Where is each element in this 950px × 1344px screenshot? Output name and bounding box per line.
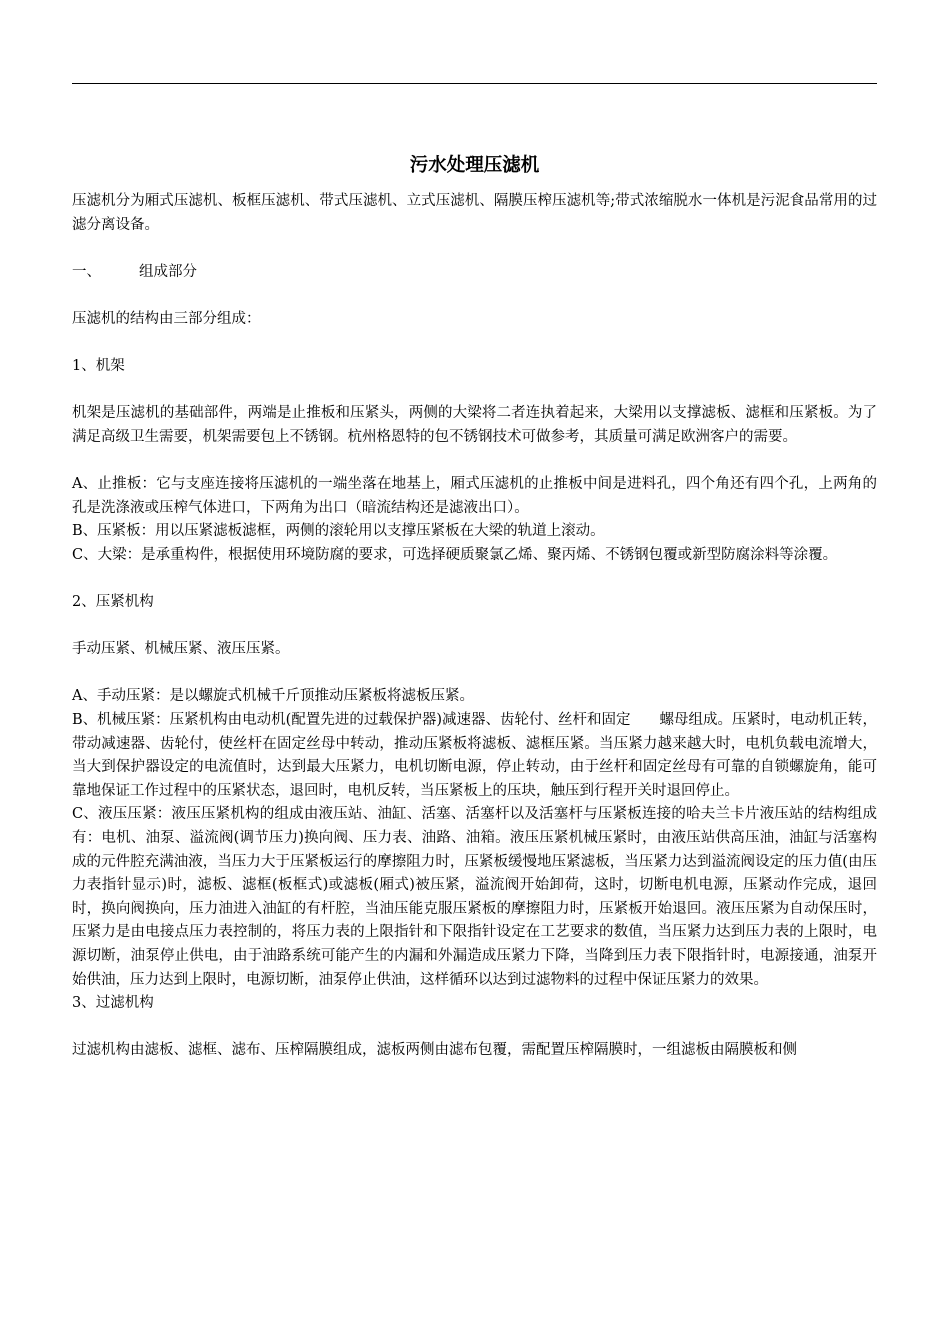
blank-line [72, 284, 877, 308]
document-body [72, 152, 877, 1063]
blank-line [72, 568, 877, 592]
part3-heading: 3、过滤机构 [72, 995, 154, 1012]
part2-heading: 2、压紧机构 [72, 594, 154, 611]
blank-line [72, 332, 877, 356]
part1-item-b: B、压紧板：用以压紧滤板滤框，两侧的滚轮用以支撑压紧板在大梁的轨道上滚动。 [72, 523, 605, 540]
blank-line [72, 615, 877, 639]
part2-item-c: C、液压压紧：液压压紧机构的组成由液压站、油缸、活塞、活塞杆以及活塞杆与压紧板连接的哈夫兰卡片液压站的结构组成有：电机、油泵、溢流阀(调节压力)换向阀、压力表、油路、油箱。液压压紧机械压紧时，由液压站供高压油，油缸与活塞构成的元件腔充满油液，当压力大于压紧板运行的摩擦阻力时，压紧板缓慢地压紧滤板，当压紧力达到溢流阀设定的压力值(由压力表指针显示)时，滤板、滤框(板框式)或滤板(厢式)被压紧，溢流阀开始卸荷，这时，切断电机电源，压紧动作完成，退回时，换向阀换向，压力油进入油缸的有杆腔，当油压能克服压紧板的摩擦阻力时，压紧板开始退回。液压压紧为自动保压时，压紧力是由电接点压力表控制的，将压力表的上限指针和下限指针设定在工艺要求的数值，当压紧力达到压力表的上限时，电源切断，油泵停止供电，由于油路系统可能产生的内漏和外漏造成压紧力下降，当降到压力表下限指针时，电源接通，油泵开始供油，压力达到上限时，电源切断，油泵停止供油，这样循环以达到过滤物料的过程中保证压紧力的效果。 [72, 806, 877, 988]
part2-item-b: B、机械压紧：压紧机构由电动机(配置先进的过载保护器)减速器、齿轮付、丝杆和固定 螺母组成。压紧时，电动机正转，带动减速器、齿轮付，使丝杆在固定丝母中转动，推动压紧板将滤板、滤框压紧。当压紧力越来越大时，电机负载电流增大，当大到保护器设定的电流值时，达到最大压紧力，电机切断电源，停止转动，由于丝杆和固定丝母有可靠的自锁螺旋角，能可靠地保证工作过程中的压紧状态，退回时，电机反转，当压紧板上的压块，触压到行程开关时退回停止。 [72, 712, 877, 799]
part1-item-a: A、止推板：它与支座连接将压滤机的一端坐落在地基上，厢式压滤机的止推板中间是进料孔，四个角还有四个孔，上两角的孔是洗涤液或压榨气体进口，下两角为出口（暗流结构还是滤液出口）。 [72, 476, 877, 516]
intro-paragraph: 压滤机分为厢式压滤机、板框压滤机、带式压滤机、立式压滤机、隔膜压榨压滤机等;带式浓缩脱水一体机是污泥食品常用的过滤分离设备。 [72, 193, 877, 233]
document-title: 污水处理压滤机 [409, 155, 540, 176]
blank-line [72, 662, 877, 686]
section-number: 一、 [72, 263, 101, 280]
blank-line [72, 379, 877, 403]
part1-description: 机架是压滤机的基础部件，两端是止推板和压紧头，两侧的大梁将二者连执着起来，大梁用以支撑滤板、滤框和压紧板。为了满足高级卫生需要，机架需要包上不锈钢。杭州格恩特的包不锈钢技术可做参考，其质量可满足欧洲客户的需要。 [72, 405, 877, 445]
part2-item-a: A、手动压紧：是以螺旋式机械千斤顶推动压紧板将滤板压紧。 [72, 688, 474, 705]
section-label: 组成部分 [139, 263, 197, 280]
structure-intro: 压滤机的结构由三部分组成： [72, 310, 261, 327]
part1-item-c: C、大梁：是承重构件，根据使用环境防腐的要求，可选择硬质聚氯乙烯、聚丙烯、不锈钢包覆或新型防腐涂料等涂覆。 [72, 546, 838, 563]
part3-description: 过滤机构由滤板、滤框、滤布、压榨隔膜组成，滤板两侧由滤布包覆，需配置压榨隔膜时，一组滤板由隔膜板和侧 [72, 1042, 797, 1059]
header-rule [72, 83, 877, 84]
blank-line [72, 1016, 877, 1040]
part1-heading: 1、机架 [72, 358, 125, 375]
blank-line [72, 237, 877, 261]
section-heading-composition [72, 261, 877, 285]
part2-types: 手动压紧、机械压紧、液压压紧。 [72, 641, 290, 658]
blank-line [72, 450, 877, 474]
